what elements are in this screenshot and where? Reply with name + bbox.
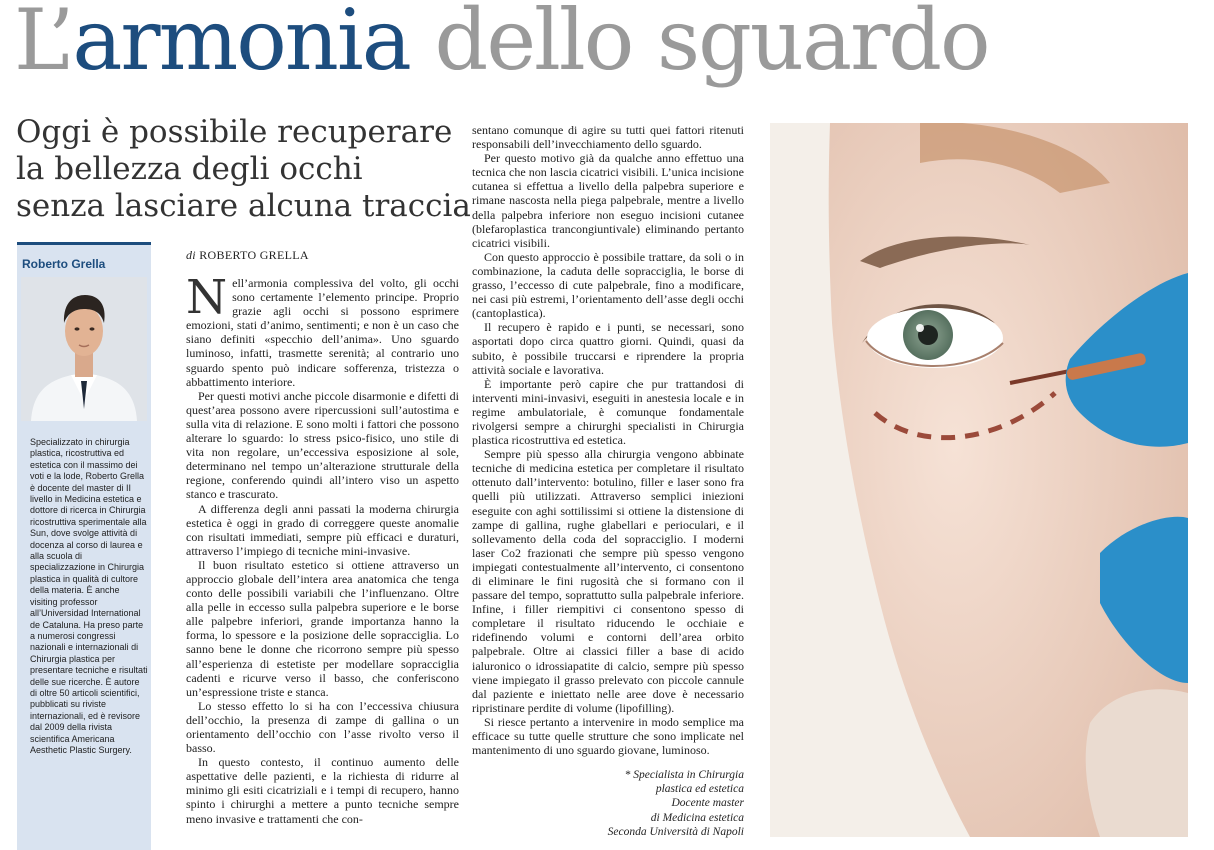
article-paragraph: Per questi motivi anche piccole disarmonie e difetti di quest’area possono avere ripercussioni sull’autostima e sulla vita di relazione. E sono molti i fattori che possono alterare lo sguardo: lo stress psico-fisico, uno stile di vita non regolare, un’eccessiva esposizione al sole, determinano nel tempo un’alterazione strutturale della regione, conferendo quindi all’intero viso un aspetto stanco e trascurato.	[186, 388, 459, 502]
article-paragraph: Sempre più spesso alla chirurgia vengono abbinate tecniche di medicina estetica per completare il risultato ottenuto dall’intervento: botulino, filler e laser sono fra quelli più utilizzati. Attraverso semplici iniezioni eseguite con aghi sottilissimi si ottiene la distensione di zampe di gallina, rughe glabellari e perioculari, e il sollevamento della coda del sopracciglio. I moderni laser Co2 frazionati che sempre più spesso vengono impiegati contestualmente all’intervento, ci consentono di eliminare le fini rugosità che si formano con il passare del tempo, soprattutto sulla palpebrale inferiore. Infine, i filler riempitivi ci consentono spesso di completare il risultato riducendo le occhiaie e ridefinendo volumi e contorni dell’area orbito palpebrale. Oltre ai classici filler a base di acido ialuronico o idrossiapatite di calcio, sempre più spesso viene impiegato il grasso prelevato con piccole cannule dal paziente e iniettato nelle aree dove è necessario ripristinare perdite di volume (lipofilling).	[472, 447, 744, 715]
byline-author: ROBERTO GRELLA	[199, 248, 309, 262]
headline-part-1: L’	[14, 0, 73, 89]
subheadline-line: la bellezza degli occhi	[16, 151, 363, 187]
author-photo	[21, 277, 147, 421]
drop-cap: N	[186, 270, 228, 325]
article-paragraph: Lo stesso effetto lo si ha con l’eccessiva chiusura dell’occhio, la presenza di zampe di gallina o un orientamento dell’occhio con l’asse rivolto verso il basso.	[186, 698, 459, 756]
byline-prefix: di	[186, 248, 196, 262]
footnote-line: di Medicina estetica	[650, 811, 744, 824]
author-box	[17, 242, 151, 850]
footnote-line: plastica ed estetica	[655, 783, 744, 796]
face-eye-surgery-illustration	[770, 123, 1188, 837]
byline	[186, 248, 309, 263]
author-portrait-illustration	[21, 277, 147, 421]
article-paragraph	[186, 270, 459, 389]
article-paragraph: Il buon risultato estetico si ottiene attraverso un approccio globale dell’intera area anatomica che tenga conto delle possibili variabili che l’influenzano. Oltre alla pelle in eccesso sulla palpebra superiore e le borse alle palpebre inferiori, grande importanza hanno la forma, lo spessore e la posizione delle sopracciglia. Lo sanno bene le donne che ricorrono sempre più spesso all’esperienza di estetiste per modellare sopracciglia cadenti e ricurve verso il basso, che conferiscono un’espressione triste e stanca.	[186, 557, 459, 699]
article-paragraph: È importante però capire che pur trattandosi di interventi mini-invasivi, eseguiti in anestesia locale e in regime ambulatoriale, è comunque fondamentale rivolgersi sempre a chirurghi specialisti in Chirurgia plastica ricostruttiva ed estetica.	[472, 376, 744, 448]
article-paragraph: In questo contesto, il continuo aumento delle aspettative delle pazienti, e la richiesta di ridurre al minimo gli esiti cicatriziali e i tempi di recupero, hanno spinto i chirurghi a mettere a punto tecniche sempre meno invasive e trattamenti che con-	[186, 755, 459, 826]
article-paragraph: Con questo approccio è possibile trattare, da soli o in combinazione, la caduta delle sopracciglia, le borse di grasso, l’eccesso di cute palpebrale, fino a modificare, nei casi più estremi, l’orientamento dell’asse degli occhi (cantoplastica).	[472, 249, 744, 321]
author-bio: Specializzato in chirurgia plastica, ricostruttiva ed estetica con il massimo dei voti e la lode, Roberto Grella è docente del master di II livello in Medicina estetica e dottore di ricerca in Chirurgia ricostruttiva sperimentale alla Sun, dove svolge attività di docenza al corso di laurea e alla scuola di specializzazione in Chirurgia plastica in qualità di cultore della materia. È anche visiting professor all’Universidad International de Cataluna. Ha preso parte a numerosi congressi nazionali e internazionali di Chirurgia plastica per presentare tecniche e risultati delle sue ricerche. È autore di oltre 50 articoli scientifici, pubblicati su riviste internazionali, ed è revisore dal 2009 della rivista scientifica Americana Aesthetic Plastic Surgery.	[30, 437, 148, 755]
article-paragraph: sentano comunque di agire su tutti quei fattori ritenuti responsabili dell’invecchiamento dello sguardo.	[472, 123, 744, 152]
article-paragraph: Il recupero è rapido e i punti, se necessari, sono asportati dopo circa quattro giorni. Quindi, quasi da subito, è possibile truccarsi e riprendere la propria attività sociale e lavorativa.	[472, 320, 744, 377]
headline-part-2: armonia	[72, 0, 410, 89]
subheadline-line: Oggi è possibile recuperare	[16, 114, 453, 150]
article-paragraph: Si riesce pertanto a intervenire in modo semplice ma efficace su tutte quelle strutture che sono implicate nel mantenimento di uno sguardo giovane, luminoso.	[472, 714, 744, 758]
article-photo	[770, 123, 1188, 837]
headline	[14, 0, 989, 89]
subheadline-line: senza lasciare alcuna traccia	[16, 188, 471, 224]
paragraph-text: ell’armonia complessiva del volto, gli occhi sono certamente l’elemento principe. Proprio grazie agli occhi si possono esprimere emozioni, stati d’animo, sentimenti; e non è un caso che siano definiti «specchio dell’anima». Uno sguardo luminoso, infatti, trasmette serenità; al contrario uno sguardo spento può indicare sofferenza, tristezza o abbattimento interiore.	[186, 276, 459, 389]
article-column-1	[186, 270, 459, 826]
footnote-line: Seconda Università di Napoli	[607, 825, 744, 838]
subheadline	[16, 114, 471, 225]
footnote-line: * Specialista in Chirurgia	[624, 769, 744, 781]
footnote-line: Docente master	[671, 797, 744, 810]
author-footnote	[560, 768, 744, 839]
article-column-2	[472, 123, 744, 757]
article-paragraph: A differenza degli anni passati la moderna chirurgia estetica è oggi in grado di correggere queste anomalie con risultati immediati, sempre più efficaci e duraturi, attraverso l’impiego di tecniche mini-invasive.	[186, 501, 459, 558]
article-paragraph: Per questo motivo già da qualche anno effettuo una tecnica che non lascia cicatrici visibili. L’unica incisione cutanea si effettua a livello della palpebra superiore e rimane nascosta nella piega palpebrale, mentre a livello della palpebra inferiore non eseguo incisioni cutanee (blefaroplastica trancongiuntivale) eliminando pertanto cicatrici visibili.	[472, 151, 744, 250]
author-box-name: Roberto Grella	[22, 257, 106, 271]
headline-part-3: dello sguardo	[409, 0, 989, 89]
